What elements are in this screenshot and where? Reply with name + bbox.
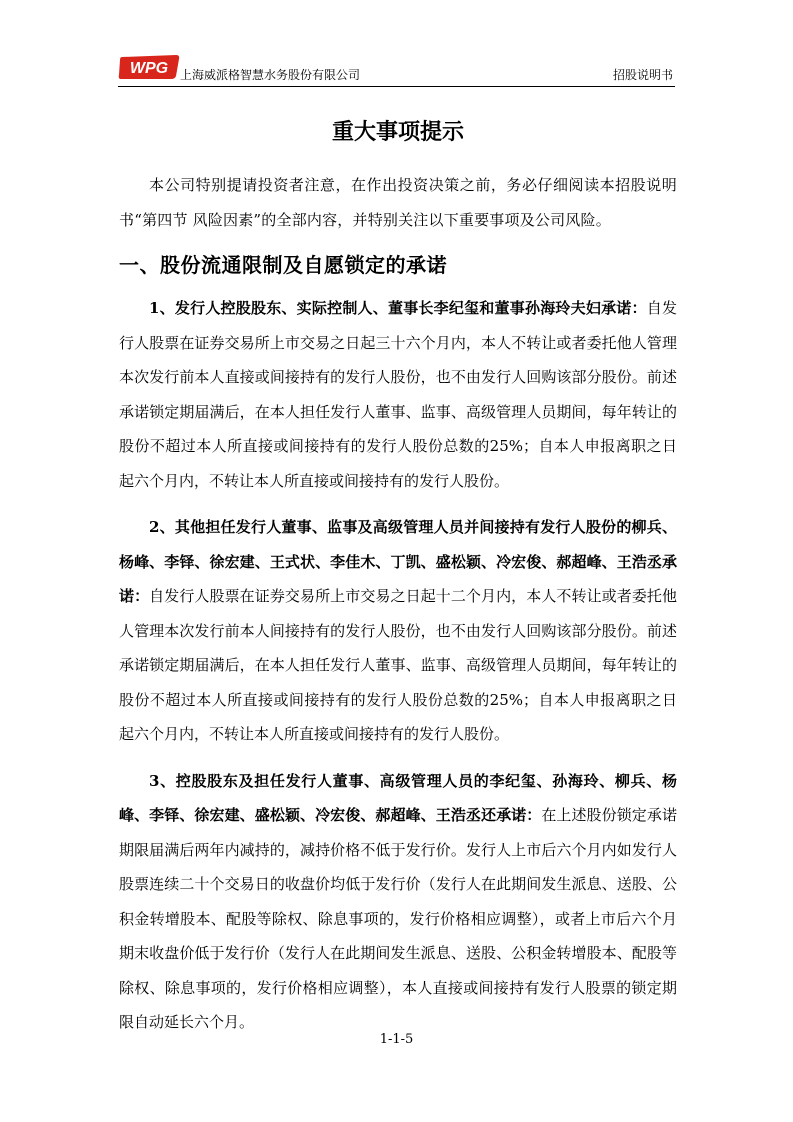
intro-paragraph: 本公司特别提请投资者注意，在作出投资决策之前，务必仔细阅读本招股说明书“第四节 风险因素”的全部内容，并特别关注以下重要事项及公司风险。 — [119, 176, 677, 229]
commitment-item-3 — [119, 764, 677, 1040]
commitment-1-body: 自发行人股票在证券交易所上市交易之日起三十六个月内，本人不转让或者委托他人管理本次发行前本人直接或间接持有的发行人股份，也不由发行人回购该部分股份。前述承诺锁定期届满后，在本人担任发行人董事、监事、高级管理人员期间，每年转让的股份不超过本人所直接或间接持有的发行人股份总数的25%；自本人申报离职之日起六个月内，不转让本人所直接或间接持有的发行人股份。 — [119, 299, 677, 490]
company-name: 上海威派格智慧水务股份有限公司 — [180, 68, 361, 82]
commitment-2-body: 自发行人股票在证券交易所上市交易之日起十二个月内，本人不转让或者委托他人管理本次发行前本人间接持有的发行人股份，也不由发行人回购该部分股份。前述承诺锁定期届满后，在本人担任发行人董事、监事、高级管理人员期间，每年转让的股份不超过本人所直接或间接持有的发行人股份总数的25%；自本人申报离职之日起六个月内，不转让本人所直接或间接持有的发行人股份。 — [119, 587, 677, 743]
commitment-2-lead: 2、其他担任发行人董事、监事及高级管理人员并间接持有发行人股份的柳兵、杨峰、李铎、徐宏建、王式状、李佳木、丁凯、盛松颖、冷宏俊、郝超峰、王浩丞承诺： — [119, 518, 677, 605]
commitment-item-1 — [119, 291, 677, 498]
commitment-item-2 — [119, 510, 677, 752]
page-header — [118, 52, 675, 87]
section-heading: 一、股份流通限制及自愿锁定的承诺 — [119, 253, 447, 277]
commitment-3-body: 在上述股份锁定承诺期限届满后两年内减持的，减持价格不低于发行价。发行人上市后六个月内如发行人股票连续二十个交易日的收盘价均低于发行价（发行人在此期间发生派息、送股、公积金转增股本、配股等除权、除息事项的，发行价格相应调整），或者上市后六个月期末收盘价低于发行价（发行人在此期间发生派息、送股、公积金转增股本、配股等除权、除息事项的，发行价格相应调整），本人直接或间接持有发行人股票的锁定期限自动延长六个月。 — [119, 806, 677, 1031]
commitment-3-lead: 3、控股股东及担任发行人董事、高级管理人员的李纪玺、孙海玲、柳兵、杨峰、李铎、徐宏建、盛松颖、冷宏俊、郝超峰、王浩丞还承诺： — [119, 771, 677, 824]
wpg-logo — [118, 54, 180, 80]
commitment-1-lead: 1、发行人控股股东、实际控制人、董事长李纪玺和董事孙海玲夫妇承诺： — [149, 299, 647, 317]
page-number: 1-1-5 — [379, 1032, 414, 1047]
page-title: 重大事项提示 — [331, 120, 464, 145]
logo-text: WPG — [129, 60, 169, 77]
document-type: 招股说明书 — [612, 68, 673, 82]
page-content — [119, 108, 677, 1040]
